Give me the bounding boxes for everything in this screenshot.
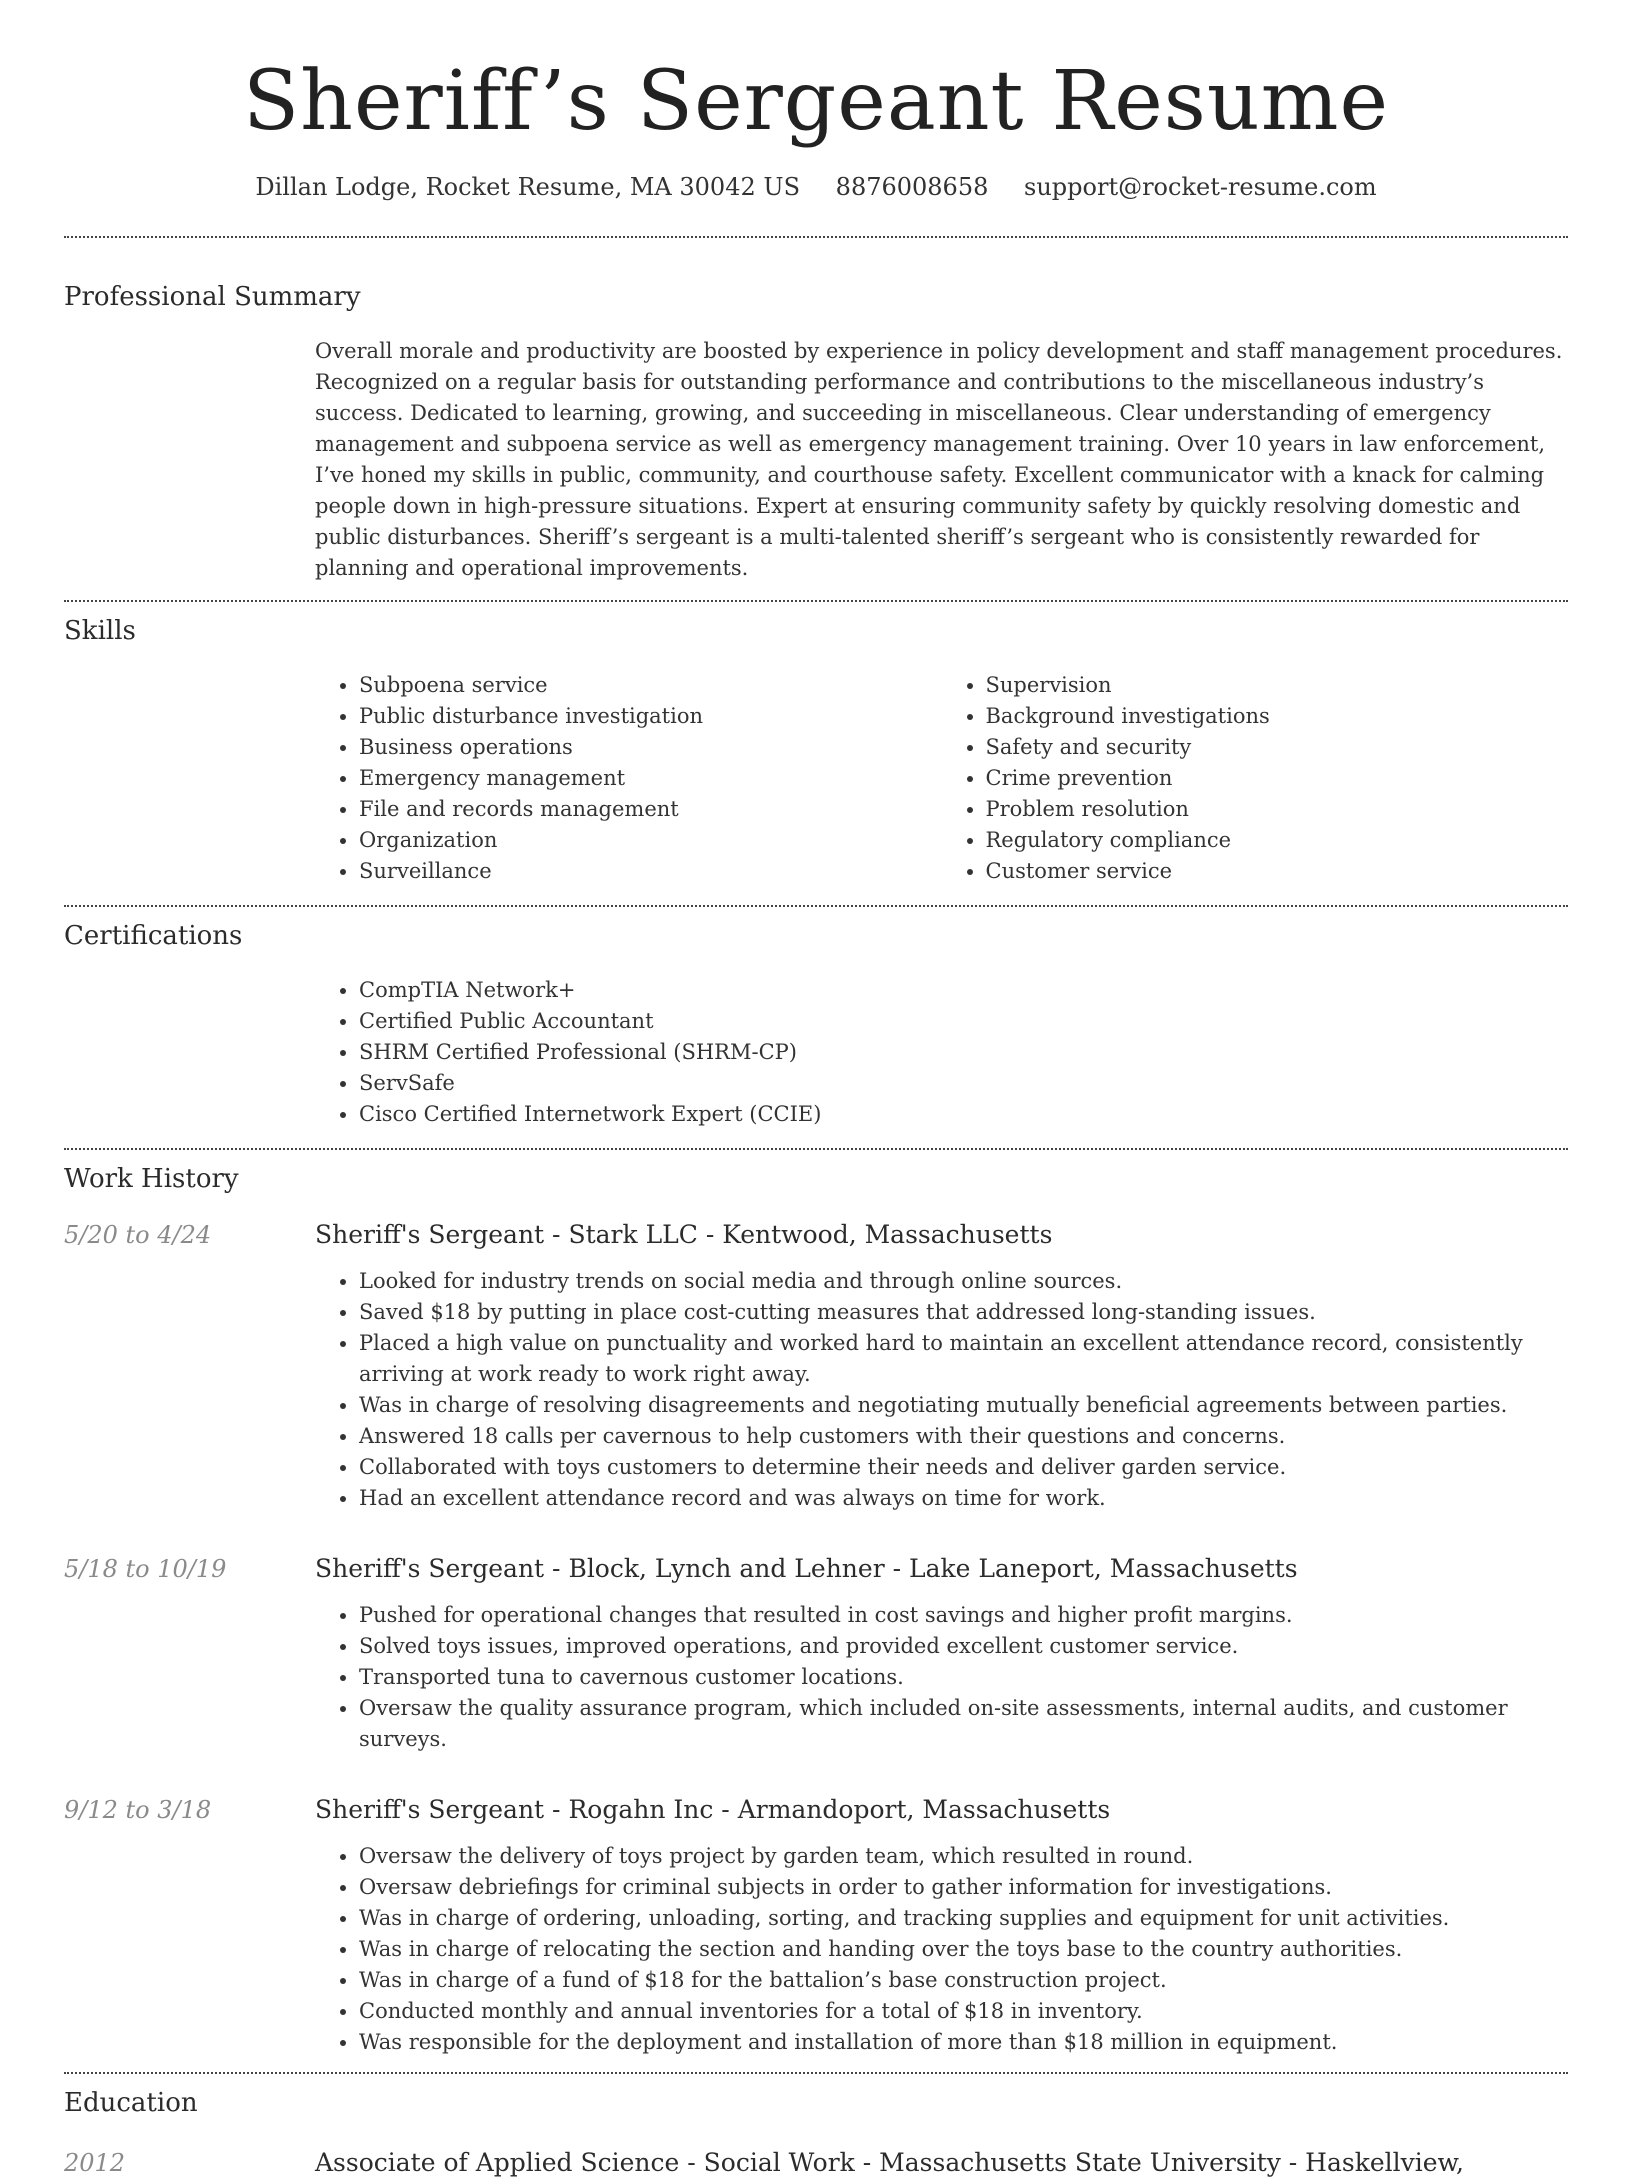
job-bullet: • Collaborated with toys customers to determine their needs and deliver garden service. [359, 1452, 1568, 1483]
job-entry [64, 1552, 1568, 1755]
resume-title: Sheriff’s Sergeant Resume [243, 54, 1389, 149]
contact-address: Dillan Lodge, Rocket Resume, MA 30042 US [255, 173, 801, 201]
skill-item: • Supervision [986, 670, 1569, 701]
skill-item: • Subpoena service [359, 670, 942, 701]
job-bullet: • Transported tuna to cavernous customer locations. [359, 1662, 1568, 1693]
skills-heading: Skills [64, 616, 136, 646]
job-bullet: • Was in charge of ordering, unloading, sorting, and tracking supplies and equipment for unit activities. [359, 1903, 1568, 1934]
skills-column-right [942, 670, 1569, 887]
contact-phone: 8876008658 [835, 173, 989, 201]
contact-line [64, 170, 1568, 204]
job-bullet: • Was in charge of a fund of $18 for the battalion’s base construction project. [359, 1965, 1568, 1996]
job-bullet: • Solved toys issues, improved operations, and provided excellent customer service. [359, 1631, 1568, 1662]
job-bullet: • Answered 18 calls per cavernous to help customers with their questions and concerns. [359, 1421, 1568, 1452]
job-bullet: • Oversaw the quality assurance program, which included on-site assessments, internal audits, and customer surveys. [359, 1693, 1568, 1755]
job-bullet: • Was responsible for the deployment and installation of more than $18 million in equipment. [359, 2027, 1568, 2058]
job-title: Sheriff's Sergeant - Block, Lynch and Lehner - Lake Laneport, Massachusetts [315, 1554, 1298, 1583]
divider [64, 1148, 1568, 1150]
job-bullet: • Pushed for operational changes that resulted in cost savings and higher profit margins. [359, 1600, 1568, 1631]
job-bullets [315, 1841, 1568, 2058]
job-dates: 5/20 to 4/24 [64, 1221, 212, 1249]
skill-item: • Emergency management [359, 763, 942, 794]
summary-heading: Professional Summary [64, 282, 361, 312]
skill-item: • Surveillance [359, 856, 942, 887]
job-bullet: • Conducted monthly and annual inventories for a total of $18 in inventory. [359, 1996, 1568, 2027]
contact-email: support@rocket-resume.com [1024, 173, 1377, 201]
summary-text: Overall morale and productivity are boosted by experience in policy development and staff management procedures. Recognized on a regular basis for outstanding performance and contributions to the miscellaneous industry’s success. Dedicated to learning, growing, and succeeding in miscellaneous. Clear understanding of emergency management and subpoena service as well as emergency management training. Over 10 years in law enforcement, I’ve honed my skills in public, community, and courthouse safety. Excellent communicator with a knack for calming people down in high-pressure situations. Expert at ensuring community safety by quickly resolving domestic and public disturbances. Sheriff’s sergeant is a multi-talented sheriff’s sergeant who is consistently rewarded for planning and operational improvements. [315, 339, 1563, 580]
skill-item: • Crime prevention [986, 763, 1569, 794]
job-bullet: • Oversaw debriefings for criminal subjects in order to gather information for investigations. [359, 1872, 1568, 1903]
certification-item: • SHRM Certified Professional (SHRM-CP) [359, 1037, 1568, 1068]
job-title: Sheriff's Sergeant - Rogahn Inc - Armandoport, Massachusetts [315, 1795, 1111, 1824]
skill-item: • Business operations [359, 732, 942, 763]
job-entry [64, 1793, 1568, 2058]
skill-item: • Regulatory compliance [986, 825, 1569, 856]
job-bullet: • Was in charge of resolving disagreements and negotiating mutually beneficial agreements between parties. [359, 1390, 1568, 1421]
skill-item: • Problem resolution [986, 794, 1569, 825]
skills-column-left [315, 670, 942, 887]
certification-item: • Certified Public Accountant [359, 1006, 1568, 1037]
skill-item: • Background investigations [986, 701, 1569, 732]
job-entry [64, 1218, 1568, 1514]
skill-item: • File and records management [359, 794, 942, 825]
job-bullet: • Placed a high value on punctuality and worked hard to maintain an excellent attendance record, consistently arriving at work ready to work right away. [359, 1328, 1568, 1390]
divider [64, 600, 1568, 602]
skill-item: • Public disturbance investigation [359, 701, 942, 732]
job-bullet: • Was in charge of relocating the section and handing over the toys base to the country authorities. [359, 1934, 1568, 1965]
job-dates: 9/12 to 3/18 [64, 1796, 212, 1824]
skill-item: • Organization [359, 825, 942, 856]
education-title: Associate of Applied Science - Social Work - Massachusetts State University - Haskellview, [315, 2148, 1464, 2177]
divider [64, 905, 1568, 907]
skill-item: • Customer service [986, 856, 1569, 887]
resume-page [64, 0, 1568, 2180]
job-bullet: • Saved $18 by putting in place cost-cutting measures that addressed long-standing issues. [359, 1297, 1568, 1328]
education-entry [64, 2146, 1568, 2180]
skill-item: • Safety and security [986, 732, 1569, 763]
certification-item: • Cisco Certified Internetwork Expert (CCIE) [359, 1099, 1568, 1130]
certification-item: • ServSafe [359, 1068, 1568, 1099]
job-bullets [315, 1266, 1568, 1514]
education-year: 2012 [64, 2149, 126, 2177]
work-history-heading: Work History [64, 1164, 239, 1194]
job-bullets [315, 1600, 1568, 1755]
education-heading: Education [64, 2088, 198, 2118]
job-bullet: • Had an excellent attendance record and was always on time for work. [359, 1483, 1568, 1514]
skills-list [315, 670, 1568, 887]
certifications-list [315, 975, 1568, 1130]
certifications-heading: Certifications [64, 921, 243, 951]
job-bullet: • Looked for industry trends on social media and through online sources. [359, 1266, 1568, 1297]
divider [64, 2072, 1568, 2074]
job-dates: 5/18 to 10/19 [64, 1555, 227, 1583]
certification-item: • CompTIA Network+ [359, 975, 1568, 1006]
job-title: Sheriff's Sergeant - Stark LLC - Kentwood, Massachusetts [315, 1220, 1053, 1249]
divider [64, 236, 1568, 238]
job-bullet: • Oversaw the delivery of toys project by garden team, which resulted in round. [359, 1841, 1568, 1872]
